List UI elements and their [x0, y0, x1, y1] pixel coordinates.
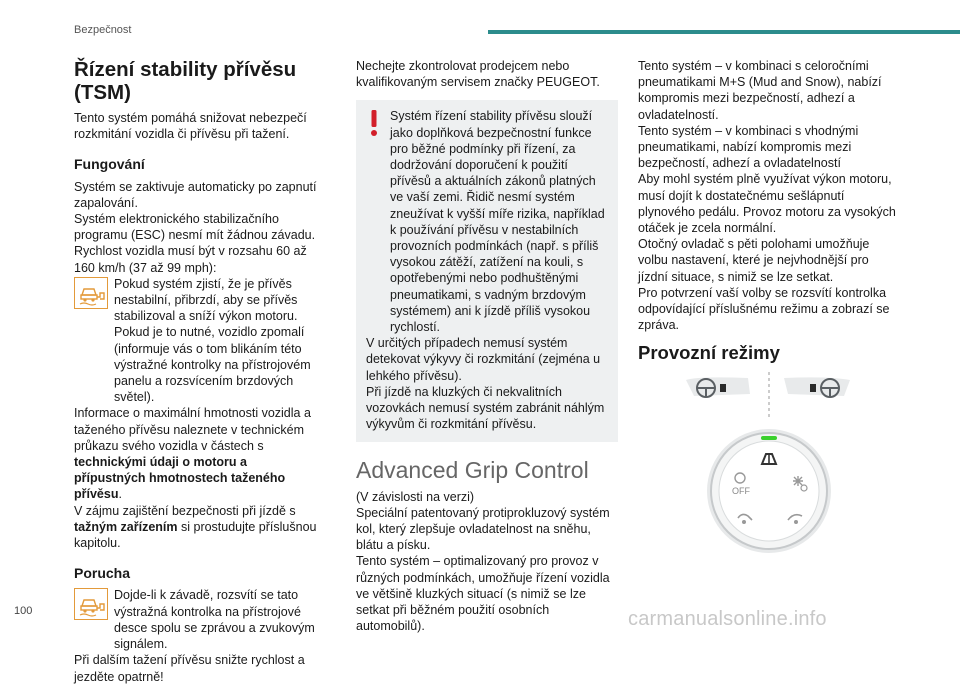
porucha-p2: Při dalším tažení přívěsu snižte rychlost a jezděte opatrně!	[74, 653, 305, 684]
fungovani-p3: Rychlost vozidla musí být v rozsahu 60 až 160 km/h (37 až 99 mph):	[74, 244, 307, 275]
fungovani-p1: Systém se zaktivuje automaticky po zapnutí zapalování.	[74, 179, 317, 210]
fungovani-p6-a: V zájmu zajištění bezpečnosti při jízdě s	[74, 503, 296, 518]
fungovani-p4: Pokud systém zjistí, že je přívěs nestabilní, přibrzdí, aby se přívěs stabilizoval a sníží výkon motoru. Pokud je to nutné, vozidlo zpomalí (informuje vás o tom blikáním této výstražné kontrolky na přístrojovém panelu a rozsvícením brzdových světel).	[114, 276, 311, 405]
fungovani-p5	[74, 405, 318, 502]
engine-power-text: Aby mohl systém plně využívat výkon motoru, musí dojít k dostatečnému sešlápnutí plynového pedálu. Provoz motoru za vysokých otáček je zcela normální.	[638, 172, 896, 236]
section-header: Bezpečnost	[74, 24, 132, 36]
trailer-stability-fault-icon	[74, 588, 108, 620]
fungovani-p2: Systém elektronického stabilizačního programu (ESC) nesmí mít žádnou závadu.	[74, 212, 316, 243]
trailer-stability-warning-icon	[74, 277, 108, 309]
tsm-title: Řízení stability přívěsu (TSM)	[74, 58, 297, 104]
tsm-intro: Tento systém pomáhá snižovat nebezpečí rozkmitání vozidla či přívěsu při tažení.	[74, 111, 307, 142]
fungovani-p6	[74, 503, 318, 552]
porucha-p1: Dojde-li k závadě, rozsvítí se tato výstražná kontrolka na přístrojové desce spolu se zprávou a zvukovým signálem.	[114, 588, 315, 652]
porucha-heading: Porucha	[74, 565, 131, 582]
dial-off-label: OFF	[732, 485, 750, 496]
column-2	[356, 58, 618, 635]
porucha-icon-block	[74, 587, 318, 652]
fungovani-p5-c: .	[118, 487, 122, 502]
page-number: 100	[14, 605, 33, 617]
grip-version-note: (V závislosti na verzi)	[356, 489, 475, 504]
warning-text: Systém řízení stability přívěsu slouží jako doplňková bezpečnostní funkce pro běžné podmínky při řízení, za dodržování doporučení k použití přívěsů a aktuálních zákonů platných ve vaší zemi. Řidič nesmí systém zneužívat k vyšší míře rizika, například k používání přívěsu v nestabilních provozních podmínkách (např. s příliš vysokou zátěží, zatížení na kouli, s opotřebenými nebo podhuštěnými pneumatikami, s vadným brzdovým systémem) ani k jízdě příliš vysokou rychlostí.	[390, 109, 605, 335]
fungovani-p6-bold: tažným zařízením	[74, 519, 178, 534]
fungovani-icon-block	[74, 276, 318, 406]
snow-mode-icon	[793, 476, 803, 486]
warning-head	[366, 108, 608, 335]
mode-illustration	[638, 372, 900, 562]
fungovani-p5-bold: technickými údaji o motoru a přípustných hmotnostech taženého přívěsu	[74, 455, 286, 502]
grip-optimized: Tento systém – optimalizovaný pro provoz v různých podmínkách, umožňuje řízení vozidla ve většině kluzkých situací (s nimiž se lze setkat při běžném použití osobních automobilů).	[356, 554, 610, 634]
grip-control-dial	[704, 426, 834, 556]
fungovani-p6-c: si prostudujte příslušnou kapitolu.	[74, 519, 317, 551]
fungovani-p5-a: Informace o maximální hmotnosti vozidla a taženého přívěsu naleznete v technickém průkazu svého vozidla v částech s	[74, 406, 311, 453]
suitable-tyres-text: Tento systém – v kombinaci s vhodnými pneumatikami, nabízí kompromis mezi bezpečností, adhezí a ovladatelností	[638, 123, 859, 171]
fungovani-heading: Fungování	[74, 156, 145, 173]
confirmation-text: Pro potvrzení vaší volby se rozsvítí kontrolka odpovídající příslušnému režimu a zobrazí se zpráva.	[638, 285, 890, 333]
fungovani-p4-start	[114, 276, 318, 406]
exclamation-icon	[366, 108, 382, 335]
watermark-text: carmanualsonline.info	[628, 608, 827, 630]
column-3	[638, 58, 900, 562]
dealer-check-text: Nechejte zkontrolovat prodejcem nebo kvalifikovaným servisem značky PEUGEOT.	[356, 59, 600, 90]
warning-text-3: Při jízdě na kluzkých či nekvalitních vozovkách nemusí systém zabránit náhlým výkyvům či rozkmitání přívěsu.	[366, 384, 605, 432]
grip-description: Speciální patentovaný protiprokluzový systém kol, který zlepšuje ovladatelnost na sněhu, blátu a písku.	[356, 505, 610, 553]
ms-tyres-text: Tento systém – v kombinaci s celoročními pneumatikami M+S (Mud and Snow), nabízí kompromis mezi bezpečností, adhezí a ovladatelností.	[638, 59, 882, 122]
advanced-grip-title: Advanced Grip Control	[356, 457, 589, 484]
warning-text-2: V určitých případech nemusí systém detekovat výkyvy či rozkmitání (zejména u lehkého přívěsu).	[366, 336, 601, 383]
header-accent-bar	[488, 30, 960, 34]
rotary-dial-text: Otočný ovladač s pěti polohami umožňuje volbu nastavení, které je nejvhodnější pro jízdní situace, s nimiž se lze setkat.	[638, 237, 870, 284]
operating-modes-heading: Provozní režimy	[638, 342, 780, 364]
column-1	[74, 58, 318, 685]
dial-indicator-light	[761, 436, 777, 440]
warning-box	[356, 100, 618, 442]
steering-wheel-icons	[638, 372, 900, 420]
